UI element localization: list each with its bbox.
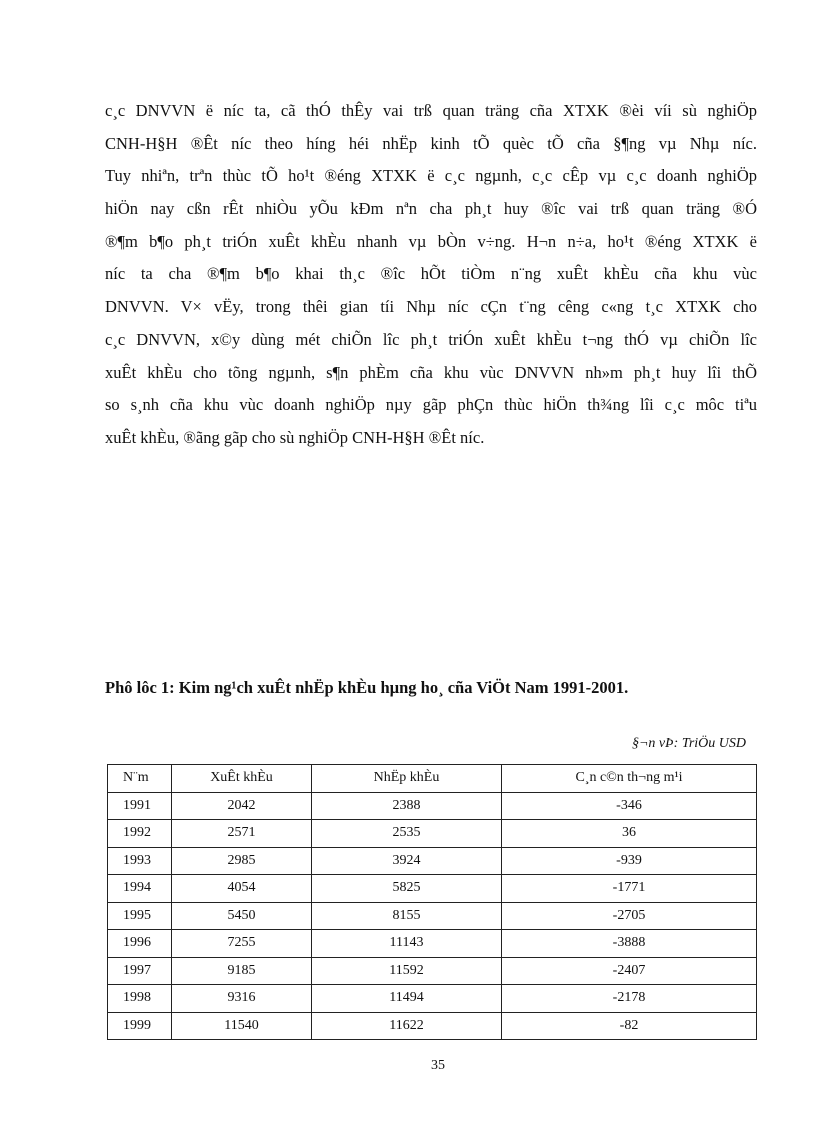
paragraph-line: Tuy nhiªn, trªn thùc tÕ ho¹t ®éng XTXK ë c¸c ngµnh, c¸c cÊp vµ c¸c doanh nghiÖp: [105, 166, 757, 186]
table-row: [108, 985, 757, 1013]
column-header-imports: NhËp khÈu: [312, 765, 502, 793]
table-row: [108, 875, 757, 903]
column-header-exports: XuÊt khÈu: [172, 765, 312, 793]
page-number: 35: [431, 1058, 445, 1073]
cell-imports: 11622: [312, 1012, 502, 1040]
table-row: [108, 847, 757, 875]
body-paragraph: [105, 95, 757, 455]
cell-year: 1994: [108, 875, 172, 903]
cell-year: 1995: [108, 902, 172, 930]
paragraph-line: CNH-H§H ®Êt níc theo híng héi nhËp kinh tÕ quèc tÕ cña §¶ng vµ Nhµ níc.: [105, 133, 757, 153]
cell-imports: 2535: [312, 820, 502, 848]
unit-note: §¬n vÞ: TriÖu USD: [631, 736, 746, 751]
table-row: [108, 902, 757, 930]
cell-year: 1991: [108, 792, 172, 820]
table-row: [108, 820, 757, 848]
cell-trade-balance: -3888: [502, 930, 757, 958]
cell-exports: 2985: [172, 847, 312, 875]
cell-year: 1993: [108, 847, 172, 875]
cell-year: 1999: [108, 1012, 172, 1040]
column-header-trade-balance: C¸n c©n th¬ng m¹i: [502, 765, 757, 793]
cell-year: 1996: [108, 930, 172, 958]
table-header-row: [108, 765, 757, 793]
cell-imports: 2388: [312, 792, 502, 820]
paragraph-line: c¸c DNVVN ë níc ta, cã thÓ thÊy vai trß quan träng cña XTXK ®èi víi sù nghiÖp: [105, 101, 757, 120]
trade-data-table: [107, 764, 757, 1040]
cell-exports: 2571: [172, 820, 312, 848]
cell-imports: 5825: [312, 875, 502, 903]
cell-trade-balance: -2407: [502, 957, 757, 985]
cell-year: 1997: [108, 957, 172, 985]
table-row: [108, 792, 757, 820]
paragraph-line: xuÊt khÈu cho tõng ngµnh, s¶n phÈm cña khu vùc DNVVN nh»m ph¸t huy lîi thÕ: [105, 362, 757, 382]
cell-imports: 11494: [312, 985, 502, 1013]
cell-imports: 11592: [312, 957, 502, 985]
cell-exports: 4054: [172, 875, 312, 903]
paragraph-line: ®¶m b¶o ph¸t triÓn xuÊt khÈu nhanh vµ bÒn v÷ng. H¬n n÷a, ho¹t ®éng XTXK ë: [105, 231, 757, 251]
paragraph-line: hiÖn nay cßn rÊt nhiÒu yÕu kÐm nªn cha ph¸t huy ®îc vai trß quan träng ®Ó: [105, 199, 757, 219]
cell-imports: 11143: [312, 930, 502, 958]
cell-exports: 5450: [172, 902, 312, 930]
cell-exports: 9185: [172, 957, 312, 985]
cell-trade-balance: 36: [502, 820, 757, 848]
column-header-year: N¨m: [108, 765, 172, 793]
cell-exports: 2042: [172, 792, 312, 820]
cell-exports: 11540: [172, 1012, 312, 1040]
cell-trade-balance: -1771: [502, 875, 757, 903]
cell-trade-balance: -82: [502, 1012, 757, 1040]
table-row: [108, 930, 757, 958]
paragraph-line: so s¸nh cña khu vùc doanh nghiÖp nµy gãp phÇn thùc hiÖn th¾ng lîi c¸c môc tiªu: [105, 395, 757, 415]
cell-exports: 7255: [172, 930, 312, 958]
cell-trade-balance: -346: [502, 792, 757, 820]
cell-trade-balance: -2178: [502, 985, 757, 1013]
table-row: [108, 1012, 757, 1040]
cell-trade-balance: -2705: [502, 902, 757, 930]
table-row: [108, 957, 757, 985]
cell-exports: 9316: [172, 985, 312, 1013]
paragraph-line: xuÊt khÈu, ®ãng gãp cho sù nghiÖp CNH-H§H ®Êt níc.: [105, 427, 485, 447]
cell-year: 1992: [108, 820, 172, 848]
cell-year: 1998: [108, 985, 172, 1013]
cell-trade-balance: -939: [502, 847, 757, 875]
cell-imports: 8155: [312, 902, 502, 930]
paragraph-line: níc ta cha ®¶m b¶o khai th¸c ®îc hÕt tiÒm n¨ng xuÊt khÈu cña khu vùc: [105, 264, 757, 284]
paragraph-line: DNVVN. V× vËy, trong thêi gian tíi Nhµ níc cÇn t¨ng cêng c«ng t¸c XTXK cho: [105, 297, 757, 317]
appendix-title: Phô lôc 1: Kim ng¹ch xuÊt nhËp khÈu hµng ho¸ cña ViÖt Nam 1991-2001.: [105, 678, 629, 697]
paragraph-line: c¸c DNVVN, x©y dùng mét chiÕn lîc ph¸t triÓn xuÊt khÈu t¬ng thÓ vµ chiÕn lîc: [105, 329, 757, 349]
cell-imports: 3924: [312, 847, 502, 875]
